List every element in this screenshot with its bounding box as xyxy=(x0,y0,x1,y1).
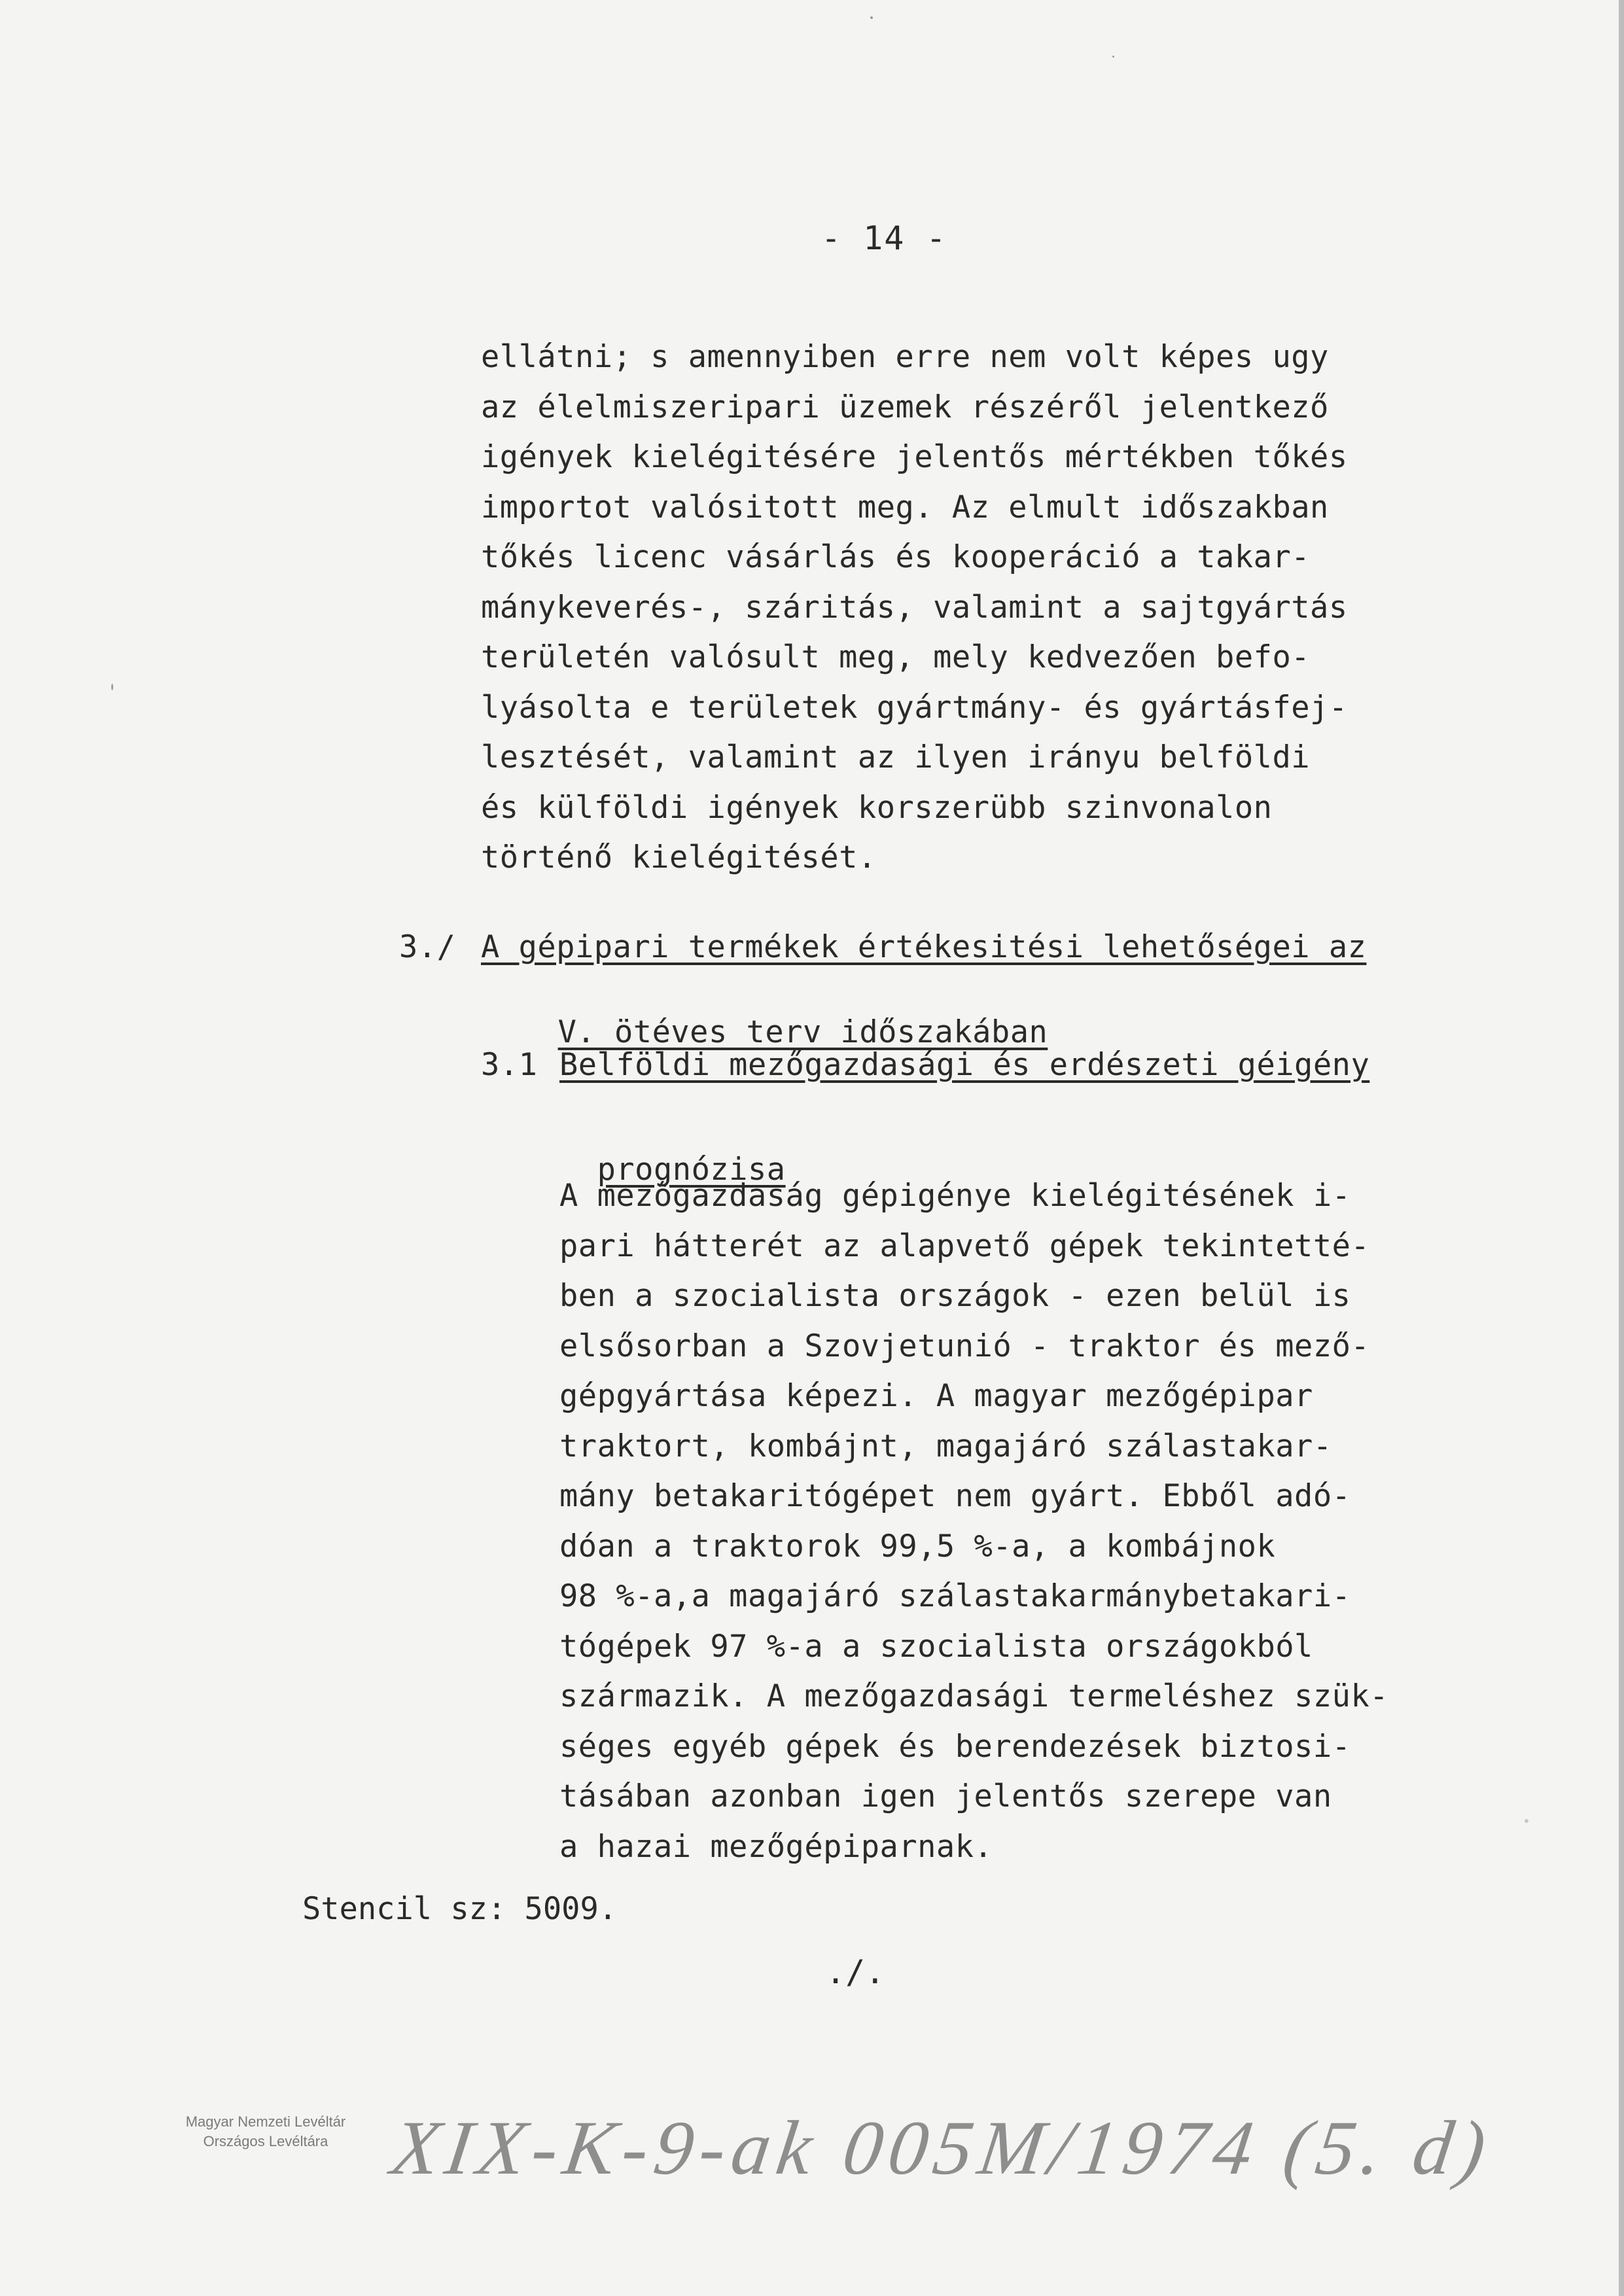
text-line: A mezőgazdaság gépigénye kielégitésének i- xyxy=(559,1178,1351,1214)
subsection-3-1-heading xyxy=(481,1047,1370,1155)
text-line: igények kielégitésére jelentős mértékben tőkés xyxy=(481,439,1348,475)
paragraph-2 xyxy=(559,1171,1388,1872)
text-line: lyásolta e területek gyártmány- és gyártásfej- xyxy=(481,689,1348,726)
subsection-title-continued: prognózisa xyxy=(597,1152,786,1188)
section-title-continued: V. ötéves terv időszakában xyxy=(557,1014,1048,1050)
text-line: séges egyéb gépek és berendezések biztosi- xyxy=(559,1728,1351,1765)
scan-speck xyxy=(870,16,873,19)
text-line: és külföldi igények korszerübb szinvonalon xyxy=(481,789,1273,826)
text-line: traktort, kombájnt, magajáró szálastakar- xyxy=(559,1428,1332,1464)
text-line: területén valósult meg, mely kedvezően befo- xyxy=(481,639,1311,675)
text-line: tőkés licenc vásárlás és kooperáció a takar- xyxy=(481,539,1311,575)
archive-stamp-line-1: Magyar Nemzeti Levéltár xyxy=(185,2113,346,2130)
page-edge xyxy=(1619,0,1624,2296)
text-line: tógépek 97 %-a a szocialista országokból xyxy=(559,1628,1313,1665)
scan-speck xyxy=(1112,56,1114,58)
text-line: elsősorban a Szovjetunió - traktor és mező- xyxy=(559,1328,1370,1364)
archive-stamp xyxy=(161,2112,370,2151)
continuation-mark: ./. xyxy=(826,1953,885,1991)
text-line: tásában azonban igen jelentős szerepe van xyxy=(559,1778,1332,1814)
text-line: pari hátterét az alapvető gépek tekintetté- xyxy=(559,1227,1370,1264)
section-3-heading-continued xyxy=(520,978,1048,1050)
text-line: történő kielégitését. xyxy=(481,839,877,875)
subsection-number: 3.1 xyxy=(481,1047,538,1083)
section-number: 3./ xyxy=(399,929,456,965)
text-line: ellátni; s amennyiben erre nem volt képes ugy xyxy=(481,339,1329,375)
section-title: A gépipari termékek értékesitési lehetőségei az xyxy=(481,929,1367,965)
archive-stamp-line-2: Országos Levéltára xyxy=(203,2133,328,2149)
text-line: az élelmiszeripari üzemek részéről jelentkező xyxy=(481,389,1329,425)
text-line: 98 %-a,a magajáró szálastakarmánybetakari- xyxy=(559,1578,1351,1614)
text-line: gépgyártása képezi. A magyar mezőgépipar xyxy=(559,1378,1313,1414)
text-line: mány betakaritógépet nem gyárt. Ebből adó- xyxy=(559,1478,1351,1514)
stencil-number: Stencil sz: 5009. xyxy=(302,1891,618,1927)
subsection-title: Belföldi mezőgazdasági és erdészeti géigény xyxy=(559,1047,1370,1083)
text-line: ben a szocialista országok - ezen belül is xyxy=(559,1278,1351,1314)
handwritten-archive-reference: XIX-K-9-ak 005M/1974 (5. d) xyxy=(386,2105,1498,2191)
text-line: a hazai mezőgépiparnak. xyxy=(559,1828,993,1865)
scan-speck xyxy=(111,684,113,690)
text-line: származik. A mezőgazdasági termeléshez szük- xyxy=(559,1678,1389,1714)
text-line: dóan a traktorok 99,5 %-a, a kombájnok xyxy=(559,1528,1276,1564)
text-line: mánykeverés-, száritás, valamint a sajtgyártás xyxy=(481,589,1348,626)
text-line: importot valósitott meg. Az elmult időszakban xyxy=(481,489,1329,525)
scan-speck xyxy=(1525,1819,1528,1823)
page-number: - 14 - xyxy=(821,219,947,257)
paragraph-1 xyxy=(481,332,1348,883)
text-line: lesztését, valamint az ilyen irányu belföldi xyxy=(481,739,1311,775)
